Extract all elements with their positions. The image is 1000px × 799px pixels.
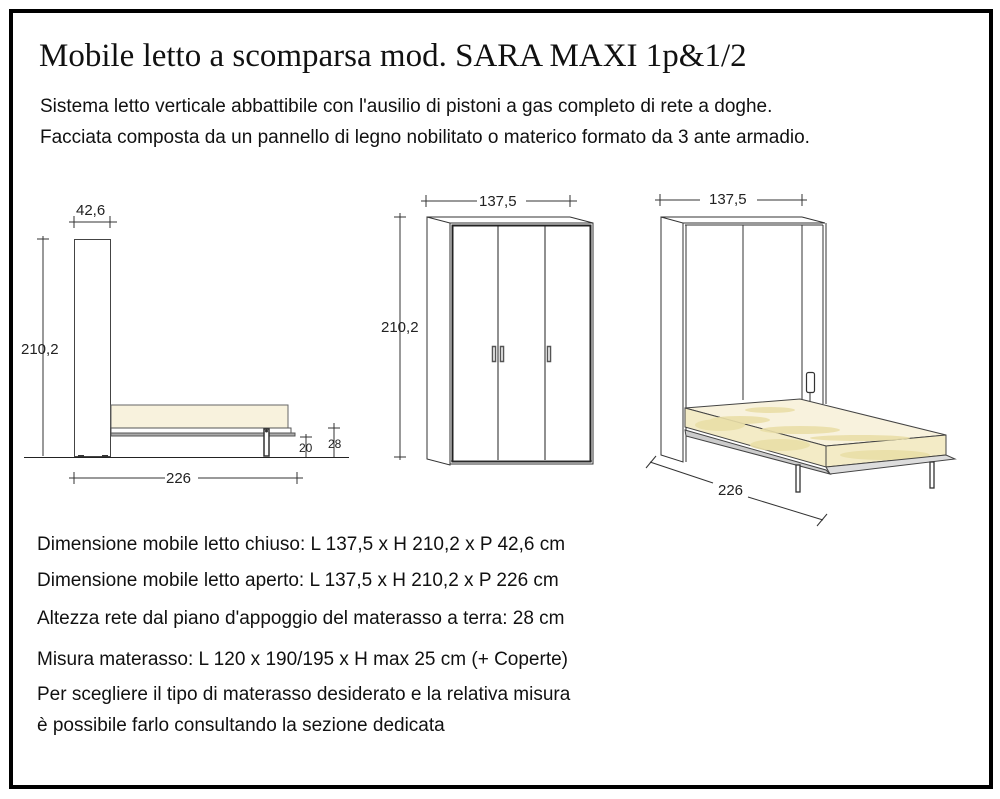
dim-height-front: 210,2: [381, 319, 419, 336]
dim-width-perspective: 137,5: [709, 191, 747, 208]
dim-slat-height: 20: [299, 441, 313, 455]
dim-base-height: 28: [328, 437, 342, 451]
dim-width-front: 137,5: [479, 193, 517, 210]
front-closed-drawing: [394, 195, 593, 465]
page-title: Mobile letto a scomparsa mod. SARA MAXI 1p&1/2: [39, 38, 747, 74]
spec-closed-dimensions: Dimensione mobile letto chiuso: L 137,5 x H 210,2 x P 42,6 cm: [37, 534, 566, 555]
spec-base-height: Altezza rete dal piano d'appoggio del materasso a terra: 28 cm: [37, 608, 565, 629]
dim-depth-perspective: 226: [718, 482, 744, 499]
dim-depth-open-side: 226: [166, 470, 192, 487]
dim-height-side: 210,2: [21, 341, 59, 358]
dim-depth-closed: 42,6: [76, 202, 106, 219]
spec-mattress-size: Misura materasso: L 120 x 190/195 x H max 25 cm (+ Coperte): [37, 649, 568, 670]
spec-mattress-note-2: è possibile farlo consultando la sezione dedicata: [37, 715, 445, 736]
spec-open-dimensions: Dimensione mobile letto aperto: L 137,5 x H 210,2 x P 226 cm: [37, 570, 559, 591]
description-line-1: Sistema letto verticale abbattibile con l'ausilio di pistoni a gas completo di rete a doghe.: [40, 96, 773, 117]
description-line-2: Facciata composta da un pannello di legno nobilitato o materico formato da 3 ante armadio.: [40, 127, 810, 148]
spec-mattress-note-1: Per scegliere il tipo di materasso desiderato e la relativa misura: [37, 684, 571, 705]
perspective-open-drawing: [646, 194, 955, 526]
